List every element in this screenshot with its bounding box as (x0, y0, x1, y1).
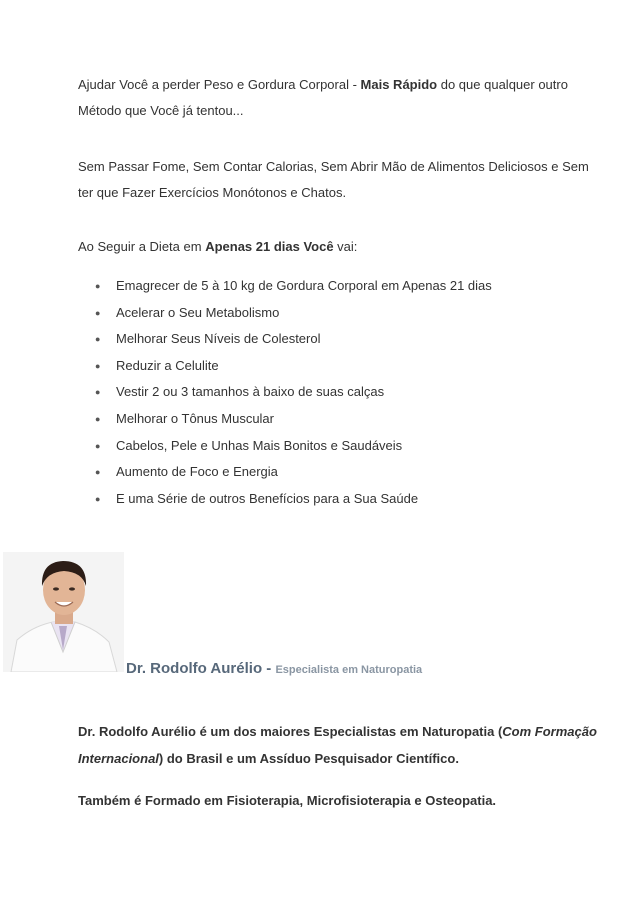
list-item: ● Cabelos, Pele e Unhas Mais Bonitos e Saudáveis (95, 435, 492, 462)
doctor-photo (3, 552, 124, 672)
no-hunger-paragraph: Sem Passar Fome, Sem Contar Calorias, Sem Abrir Mão de Alimentos Deliciosos e Sem ter que Fazer Exercícios Monótonos e Chatos. (78, 159, 589, 200)
list-item: ● Acelerar o Seu Metabolismo (95, 302, 492, 329)
list-item: ● Vestir 2 ou 3 tamanhos à baixo de suas calças (95, 381, 492, 408)
doctor-caption (126, 660, 422, 678)
doctor-name: Dr. Rodolfo Aurélio - (126, 660, 276, 677)
diet-intro-text-1: Ao Seguir a Dieta em (78, 239, 206, 254)
bio-italic: Com Formação Internacional (78, 724, 597, 766)
list-item: ● E uma Série de outros Benefícios para a Sua Saúde (95, 488, 492, 515)
intro-bold: Mais Rápido (360, 77, 438, 92)
doctor-portrait-icon (3, 552, 124, 672)
list-item: ● Melhorar Seus Níveis de Colesterol (95, 328, 492, 355)
list-item: ● Melhorar o Tônus Muscular (95, 408, 492, 435)
training-paragraph: Também é Formado em Fisioterapia, Microfisioterapia e Osteopatia. (78, 793, 497, 808)
bio-text-1: Dr. Rodolfo Aurélio é um dos maiores Especialistas em Naturopatia ( (78, 724, 503, 739)
bio-text-2: ) do Brasil e um Assíduo Pesquisador Científico. (158, 751, 459, 766)
intro-text-1: Ajudar Você a perder Peso e Gordura Corporal - (78, 77, 361, 92)
intro-text-2: do que qualquer outro Método que Você já tentou... (78, 77, 568, 118)
bio-paragraph (78, 718, 608, 772)
intro-paragraph (78, 72, 598, 124)
benefits-list (95, 275, 492, 514)
list-item: ● Aumento de Foco e Energia (95, 461, 492, 488)
diet-intro-bold: Apenas 21 dias Você (205, 239, 334, 254)
diet-intro-text-2: vai: (333, 239, 358, 254)
doctor-specialty: Especialista em Naturopatia (275, 664, 423, 676)
list-item: ● Emagrecer de 5 à 10 kg de Gordura Corporal em Apenas 21 dias (95, 275, 492, 302)
list-item: ● Reduzir a Celulite (95, 355, 492, 382)
diet-intro-paragraph (78, 234, 598, 260)
